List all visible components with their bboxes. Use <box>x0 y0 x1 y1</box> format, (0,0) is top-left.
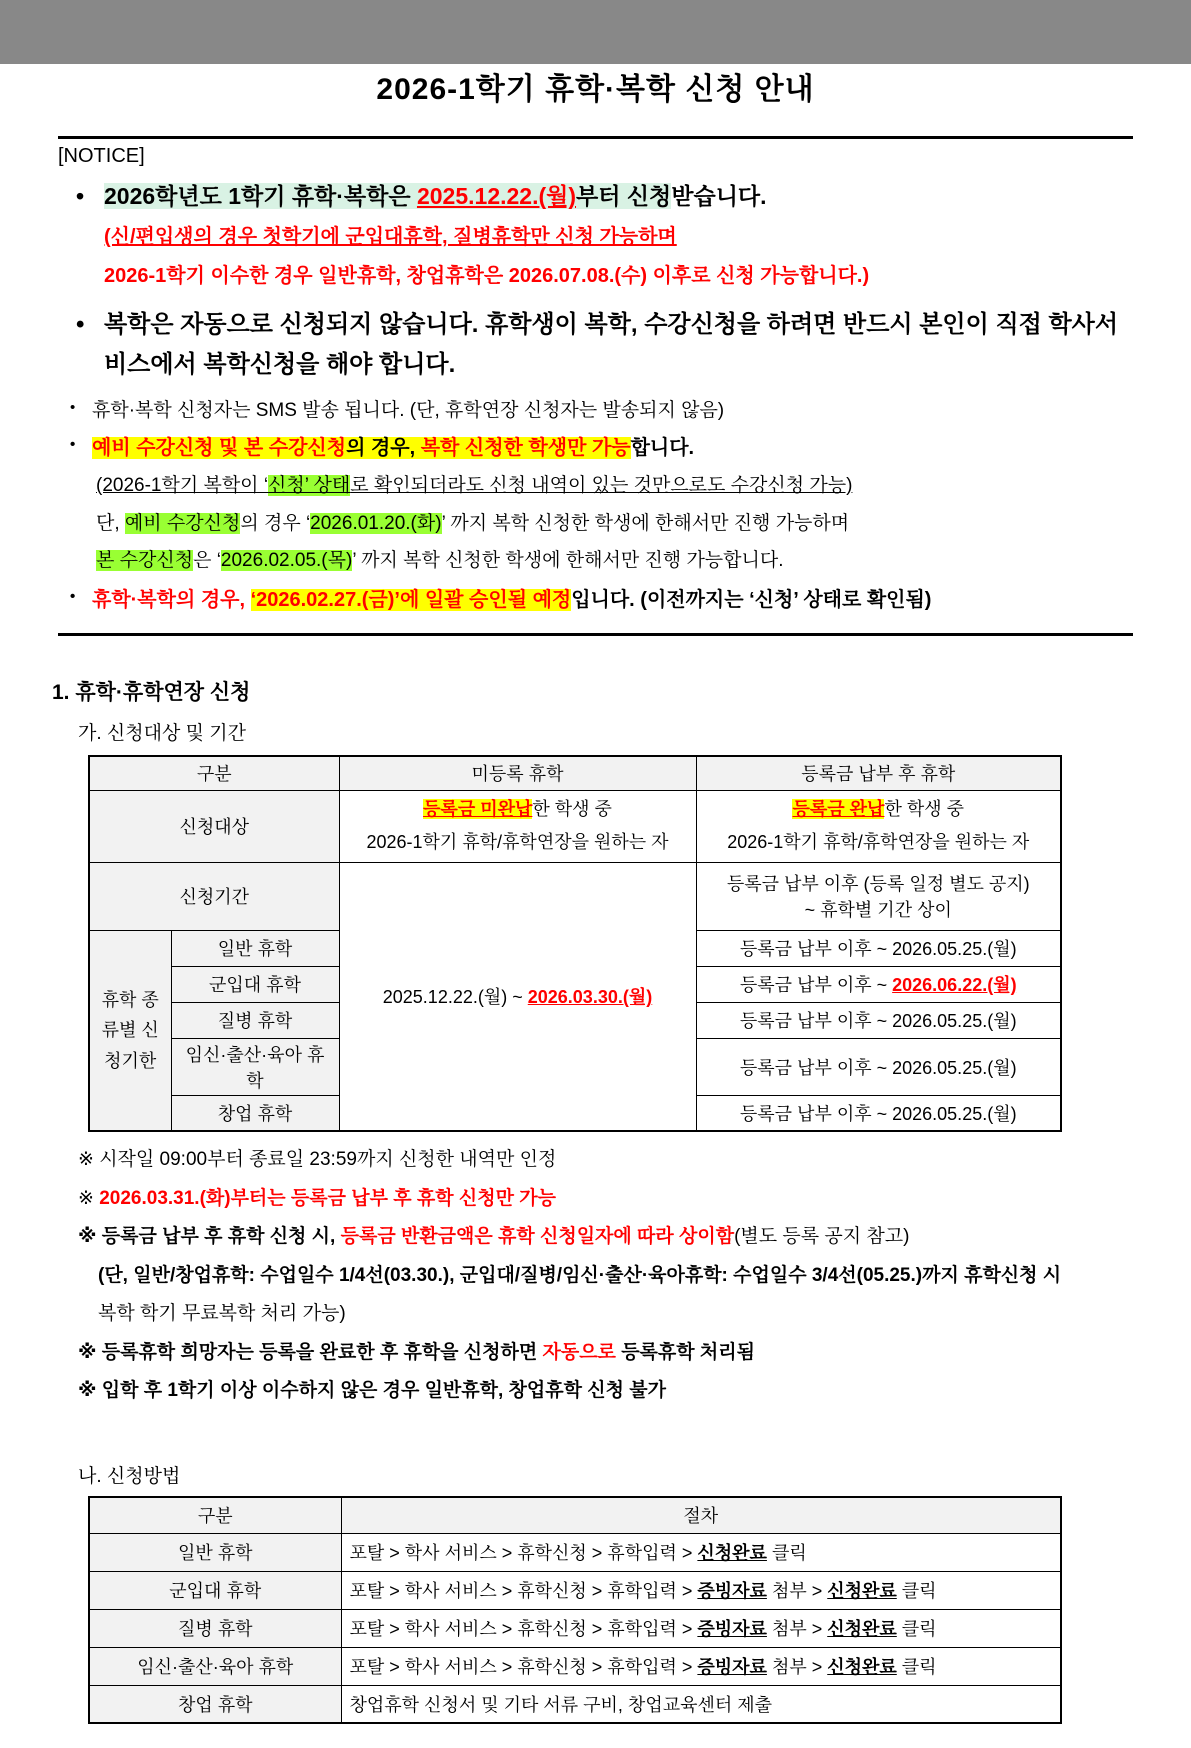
header-cell-paid: 등록금 납부 후 휴학 <box>696 756 1061 791</box>
notice-bullet-approval: • 휴학·복학의 경우, ‘2026.02.27.(금)’에 일괄 승인될 예정입니다. (이전까지는 ‘신청’ 상태로 확인됨) <box>58 586 1133 615</box>
method-header-category: 구분 <box>89 1497 341 1533</box>
document-page <box>0 64 1191 1748</box>
notice-bullet-sms: • 휴학·복학 신청자는 SMS 발송 됩니다. (단, 휴학연장 신청자는 발송되지 않음) <box>58 397 1133 425</box>
method-proc-military: 포탈 > 학사 서비스 > 휴학신청 > 휴학입력 > 증빙자료 첨부 > 신청완료 클릭 <box>341 1571 1061 1609</box>
notice-section <box>58 145 1133 615</box>
notice-sub-course-3: 본 수강신청은 ‘2026.02.05.(목)’ 까지 복학 신청한 학생에 한해서만 진행 가능합니다. <box>96 550 784 572</box>
note-registered-leave: ※ 등록휴학 희망자는 등록을 완료한 후 휴학을 신청하면 자동으로 등록휴학 처리됨 <box>78 1341 755 1363</box>
method-row-illness <box>89 1609 1061 1647</box>
method-proc-general: 포탈 > 학사 서비스 > 휴학신청 > 휴학입력 > 신청완료 클릭 <box>341 1533 1061 1571</box>
label-cell-startup-leave: 창업 휴학 <box>171 1095 339 1131</box>
method-label-military: 군입대 휴학 <box>89 1571 341 1609</box>
method-proc-illness: 포탈 > 학사 서비스 > 휴학신청 > 휴학입력 > 증빙자료 첨부 > 신청완료 클릭 <box>341 1609 1061 1647</box>
header-cell-category: 구분 <box>89 756 339 791</box>
paid-period-line-1: 등록금 납부 이후 (등록 일정 별도 공지) <box>726 874 1030 895</box>
page-title: 2026-1학기 휴학·복학 신청 안내 <box>376 73 815 106</box>
header-cell-unregistered: 미등록 휴학 <box>339 756 696 791</box>
cell-target-unregistered <box>339 791 696 863</box>
method-row-parenting <box>89 1647 1061 1685</box>
notice-label: [NOTICE] <box>58 145 145 167</box>
cell-paid-period <box>696 862 1061 930</box>
target-paid-line-2: 2026-1학기 휴학/휴학연장을 원하는 자 <box>727 832 1030 853</box>
target-unreg-line-1: 등록금 미완납한 학생 중 <box>423 799 612 820</box>
method-row-general <box>89 1533 1061 1571</box>
label-cell-target: 신청대상 <box>89 791 339 863</box>
cell-parenting-leave-period: 등록금 납부 이후 ~ 2026.05.25.(월) <box>696 1038 1061 1095</box>
table-row-target <box>89 791 1061 863</box>
application-method-table <box>88 1496 1062 1724</box>
label-cell-period: 신청기간 <box>89 862 339 930</box>
notice-bullet-course-registration: • 예비 수강신청 및 본 수강신청의 경우, 복학 신청한 학생만 가능합니다. <box>58 434 1133 463</box>
note-refund: ※ 등록금 납부 후 휴학 신청 시, 등록금 반환금액은 휴학 신청일자에 따라 상이함(별도 등록 공지 참고) <box>78 1226 910 1248</box>
cell-target-paid <box>696 791 1061 863</box>
label-cell-illness-leave: 질병 휴학 <box>171 1002 339 1038</box>
label-cell-general-leave: 일반 휴학 <box>171 930 339 966</box>
section-1-title: 1. 휴학·휴학연장 신청 <box>52 680 251 704</box>
horizontal-rule-top <box>58 136 1133 139</box>
method-label-illness: 질병 휴학 <box>89 1609 341 1647</box>
horizontal-rule-bottom <box>58 633 1133 636</box>
method-header-row <box>89 1497 1061 1533</box>
method-proc-startup: 창업휴학 신청서 및 기타 서류 구비, 창업교육센터 제출 <box>341 1685 1061 1723</box>
cell-military-leave-period: 등록금 납부 이후 ~ 2026.06.22.(월) <box>696 966 1061 1002</box>
notice-sub-freshman-1: (신/편입생의 경우 첫학기에 군입대휴학, 질병휴학만 신청 가능하며 <box>104 226 677 249</box>
note-refund-detail-2: 복학 학기 무료복학 처리 가능) <box>98 1303 346 1325</box>
notice-sub-course-1: (2026-1학기 복학이 ‘신청’ 상태로 확인되더라도 신청 내역이 있는 것만으로도 수강신청 가능) <box>96 475 853 497</box>
paid-period-line-2: ~ 휴학별 기간 상이 <box>804 900 952 921</box>
label-cell-leave-type-group: 휴학 종류별 신청기한 <box>89 930 171 1131</box>
cell-general-leave-period: 등록금 납부 이후 ~ 2026.05.25.(월) <box>696 930 1061 966</box>
method-proc-parenting: 포탈 > 학사 서비스 > 휴학신청 > 휴학입력 > 증빙자료 첨부 > 신청완료 클릭 <box>341 1647 1061 1685</box>
notice-sub-freshman-2: 2026-1학기 이수한 경우 일반휴학, 창업휴학은 2026.07.08.(수) 이후로 신청 가능합니다.) <box>104 265 870 288</box>
table-header-row <box>89 756 1061 791</box>
note-refund-detail-1: (단, 일반/창업휴학: 수업일수 1/4선(03.30.), 군입대/질병/임신·출산·육아휴학: 수업일수 3/4선(05.25.)까지 휴학신청 시 <box>98 1264 1062 1286</box>
target-unreg-line-2: 2026-1학기 휴학/휴학연장을 원하는 자 <box>366 832 669 853</box>
method-label-general: 일반 휴학 <box>89 1533 341 1571</box>
notes-section <box>78 1146 1191 1405</box>
note-accepted-hours: ※ 시작일 09:00부터 종료일 23:59까지 신청한 내역만 인정 <box>78 1149 557 1171</box>
method-header-procedure: 절차 <box>341 1497 1061 1533</box>
leave-period-table <box>88 755 1062 1133</box>
note-after-deadline: ※ 2026.03.31.(화)부터는 등록금 납부 후 휴학 신청만 가능 <box>78 1187 556 1209</box>
label-cell-parenting-leave: 임신·출산·육아 휴학 <box>171 1038 339 1095</box>
notice-bullet-apply-start: • 2026학년도 1학기 휴학·복학은 2025.12.22.(월)부터 신청받습니다. <box>58 180 1133 213</box>
notice-bullet-return-manual: • 복학은 자동으로 신청되지 않습니다. 휴학생이 복학, 수강신청을 하려면 반드시 본인이 직접 학사서비스에서 복학신청을 해야 합니다. <box>58 305 1133 384</box>
cell-unregistered-period: 2025.12.22.(월) ~ 2026.03.30.(월) <box>339 862 696 1131</box>
note-first-semester: ※ 입학 후 1학기 이상 이수하지 않은 경우 일반휴학, 창업휴학 신청 불가 <box>78 1380 666 1402</box>
cell-illness-leave-period: 등록금 납부 이후 ~ 2026.05.25.(월) <box>696 1002 1061 1038</box>
label-cell-military-leave: 군입대 휴학 <box>171 966 339 1002</box>
method-row-military <box>89 1571 1061 1609</box>
section-1b-title: 나. 신청방법 <box>78 1466 181 1487</box>
method-label-parenting: 임신·출산·육아 휴학 <box>89 1647 341 1685</box>
cell-startup-leave-period: 등록금 납부 이후 ~ 2026.05.25.(월) <box>696 1095 1061 1131</box>
table-row-period <box>89 862 1061 930</box>
method-label-startup: 창업 휴학 <box>89 1685 341 1723</box>
notice-sub-course-2: 단, 예비 수강신청의 경우 ‘2026.01.20.(화)’ 까지 복학 신청한 학생에 한해서만 진행 가능하며 <box>96 512 850 534</box>
target-paid-line-1: 등록금 완납한 학생 중 <box>792 799 964 820</box>
section-1a-title: 가. 신청대상 및 기간 <box>78 722 246 744</box>
method-row-startup <box>89 1685 1061 1723</box>
